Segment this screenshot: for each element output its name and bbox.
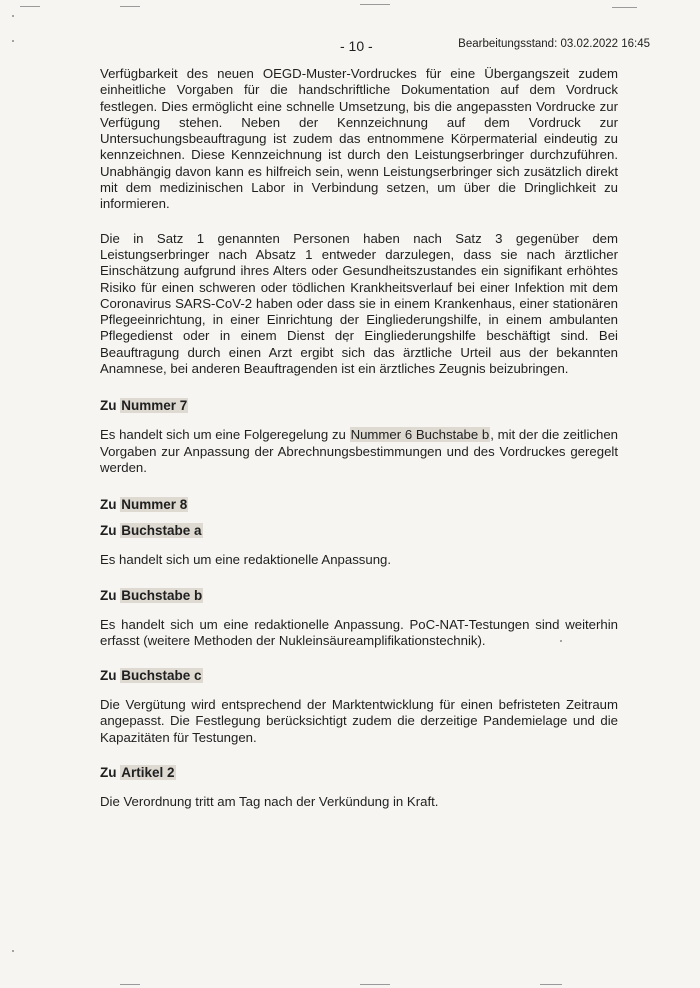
section-heading	[100, 667, 618, 685]
section-buchstabe-c	[100, 667, 618, 746]
heading-prefix: Zu	[100, 497, 121, 513]
paragraph: Die in Satz 1 genannten Personen haben nach Satz 3 gegenüber dem Leistungserbringer nach Absatz 1 entweder darzulegen, dass sie nach ärztlicher Einschätzung aufgrund ihres Alters oder Gesundheitszustandes ein signifikant erhöhtes Risiko für einen schweren oder tödlichen Krankheitsverlauf bei einer Infektion mit dem Coronavirus SARS-CoV-2 haben oder dass sie in einem Krankenhaus, einer stationären Pflegeeinrichtung, in einer Einrichtung der Eingliederungshilfe, in einem ambulanten Pflegedienst oder in einem Dienst der Eingliederungshilfe beschäftigt sind. Bei Beauftragung durch einen Arzt ergibt sich das ärztliche Urteil aus der bekannten Anamnese, bei anderen Beauftragenden ist ein ärztliches Zeugnis beizubringen.	[100, 230, 618, 377]
heading-prefix: Zu	[100, 523, 121, 539]
section-text: Die Vergütung wird entsprechend der Marktentwicklung für einen befristeten Zeitraum angepasst. Die Festlegung berücksichtigt zudem die derzeitige Pandemielage und die Kapazitäten für Testungen.	[100, 697, 618, 745]
scan-mark	[360, 4, 390, 5]
text-part: , mit der die zeitlichen Vorgaben zur Anpassung der Abrechnungsbestimmungen und des Vordruckes geregelt werden.	[100, 427, 618, 475]
section-text: Die Verordnung tritt am Tag nach der Verkündung in Kraft.	[100, 794, 439, 810]
section-nummer-8	[100, 496, 618, 514]
scan-dot	[12, 950, 14, 952]
scan-mark	[120, 6, 140, 7]
scan-mark	[612, 7, 637, 8]
section-buchstabe-a	[100, 522, 618, 568]
section-heading	[100, 764, 618, 782]
section-artikel-2	[100, 764, 618, 810]
paragraph: Verfügbarkeit des neuen OEGD-Muster-Vordruckes für eine Übergangszeit zudem einheitliche Vorgaben für die handschriftliche Dokumentation auf dem Vordruck festlegen. Dies ermöglicht eine schnelle Umsetzung, bis die angepassten Vordrucke zur Verfügung stehen. Neben der Kennzeichnung auf dem Vordruck zur Untersuchungsbeauftragung ist zudem das entnommene Körpermaterial eindeutig zu kennzeichnen. Diese Kennzeichnung ist durch den Leistungserbringer durchzuführen. Unabhängig davon kann es hilfreich sein, wenn Leistungserbringer sich zusätzlich direkt mit dem medizinischen Labor in Verbindung setzen, um über die Dringlichkeit zu informieren.	[100, 66, 618, 212]
heading-reference: Buchstabe c	[121, 668, 202, 684]
section-heading	[100, 496, 618, 514]
text-part: Es handelt sich um eine Folgeregelung zu	[100, 427, 350, 443]
heading-reference: Buchstabe a	[121, 523, 202, 539]
scan-mark	[540, 984, 562, 985]
heading-reference: Nummer 8	[121, 497, 188, 513]
page-number: - 10 -	[340, 38, 373, 54]
heading-reference: Buchstabe b	[121, 587, 203, 603]
section-text: Es handelt sich um eine redaktionelle Anpassung. PoC-NAT-Testungen sind weiterhin erfasst (weitere Methoden der Nukleinsäureamplifikationstechnik).	[100, 616, 618, 648]
text-reference: Nummer 6 Buchstabe b	[350, 427, 490, 443]
scan-dot	[12, 15, 14, 17]
heading-prefix: Zu	[100, 587, 121, 603]
heading-prefix: Zu	[100, 765, 121, 781]
section-text	[100, 427, 618, 476]
revision-status: Bearbeitungsstand: 03.02.2022 16:45	[458, 38, 650, 50]
section-heading	[100, 522, 618, 540]
section-buchstabe-b	[100, 587, 618, 650]
page-header	[330, 38, 650, 54]
scan-dot	[12, 40, 14, 42]
scan-mark	[360, 984, 390, 985]
scan-mark	[120, 984, 140, 985]
heading-reference: Nummer 7	[121, 398, 188, 414]
section-text: Es handelt sich um eine redaktionelle Anpassung.	[100, 552, 392, 568]
section-nummer-7	[100, 397, 618, 476]
section-heading	[100, 587, 618, 605]
heading-prefix: Zu	[100, 668, 121, 684]
document-body	[100, 66, 618, 810]
scan-mark	[20, 6, 40, 7]
heading-reference: Artikel 2	[121, 765, 175, 781]
heading-prefix: Zu	[100, 398, 121, 414]
section-heading	[100, 397, 618, 415]
